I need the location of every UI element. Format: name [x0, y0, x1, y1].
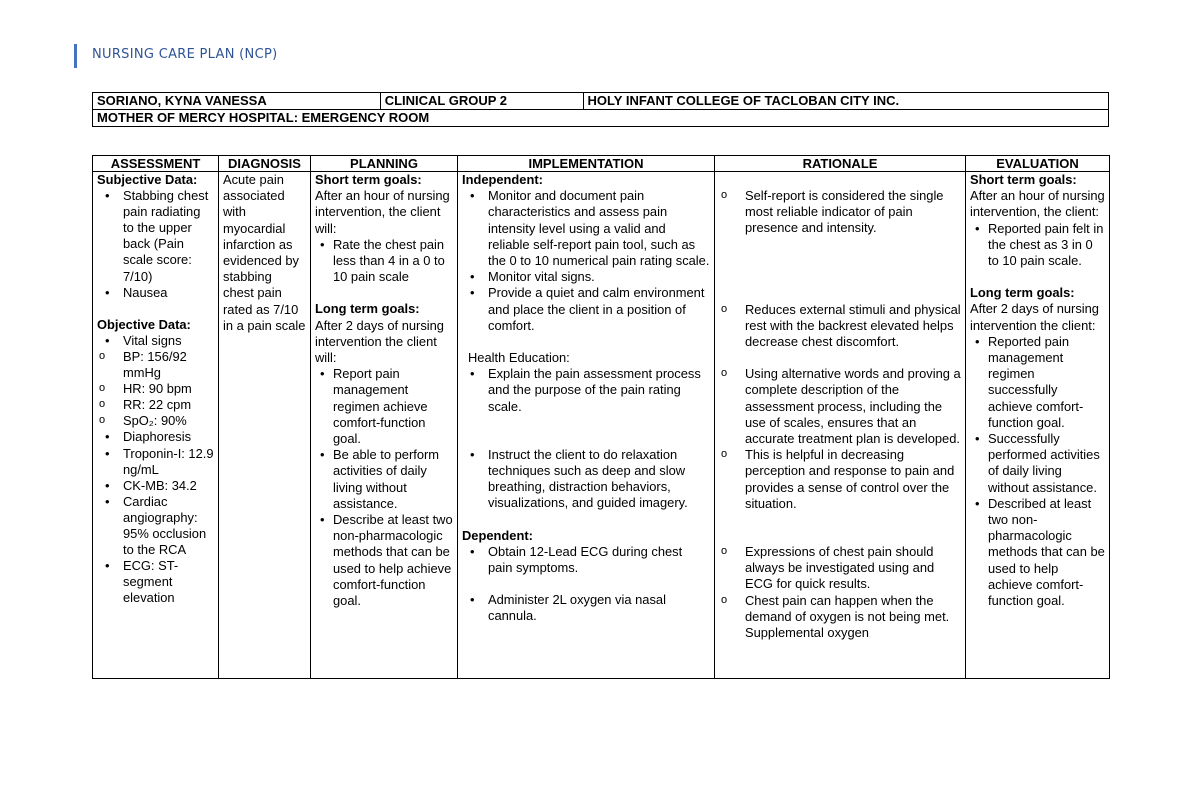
vital-signs-label: • Vital signs — [97, 333, 214, 349]
planning-long-title: Long term goals: — [315, 301, 420, 317]
vital-item: o HR: 90 bpm — [97, 381, 214, 397]
evaluation-short-title: Short term goals: — [970, 172, 1077, 187]
dependent-item: • Administer 2L oxygen via nasal cannula. — [462, 592, 710, 624]
column-headers — [93, 156, 1110, 172]
independent-title: Independent: — [462, 172, 543, 187]
diagnosis-text: Acute pain associated with myocardial infarction as evidenced by stabbing chest pain rated as 7/10 in a pain scale — [223, 172, 306, 333]
subjective-item: • Stabbing chest pain radiating to the upper back (Pain scale score: 7/10) — [97, 188, 214, 285]
clinical-group: CLINICAL GROUP 2 — [380, 93, 583, 110]
planning-short-goal: • Rate the chest pain less than 4 in a 0 to 10 pain scale — [315, 237, 453, 286]
rationale-cell — [715, 172, 966, 679]
independent-item: • Provide a quiet and calm environment and place the client in a position of comfort. — [462, 285, 710, 334]
ncp-content-row — [93, 172, 1110, 679]
col-rationale: RATIONALE — [715, 156, 966, 172]
planning-long-goal: • Report pain management regimen achieve comfort-function goal. — [315, 366, 453, 447]
hospital-area: MOTHER OF MERCY HOSPITAL: EMERGENCY ROOM — [93, 110, 1109, 127]
evaluation-long-intro: After 2 days of nursing intervention the client: — [970, 301, 1099, 333]
independent-item: • Monitor vital signs. — [462, 269, 710, 285]
planning-short-title: Short term goals: — [315, 172, 422, 187]
col-evaluation: EVALUATION — [966, 156, 1110, 172]
rationale-item: o Self-report is considered the single most reliable indicator of pain presence and intensity. — [719, 188, 961, 237]
objective-item: • CK-MB: 34.2 — [97, 478, 214, 494]
evaluation-short-result: • Reported pain felt in the chest as 3 in 0 to 10 pain scale. — [970, 221, 1105, 270]
rationale-item: o Chest pain can happen when the demand of oxygen is not being met. Supplemental oxygen — [719, 593, 961, 642]
health-ed-title: Health Education: — [468, 350, 570, 366]
evaluation-long-result: • Reported pain management regimen successfully achieve comfort-function goal. — [970, 334, 1105, 431]
dependent-title: Dependent: — [462, 527, 533, 543]
school-name: HOLY INFANT COLLEGE OF TACLOBAN CITY INC. — [583, 93, 1108, 110]
evaluation-long-result: • Successfully performed activities of daily living without assistance. — [970, 431, 1105, 496]
planning-long-goal: • Describe at least two non-pharmacologic methods that can be used to help achieve comfort-function goal. — [315, 512, 453, 609]
col-assessment: ASSESSMENT — [93, 156, 219, 172]
subjective-title: Subjective Data: — [97, 172, 198, 187]
evaluation-cell — [966, 172, 1110, 679]
health-ed-item: • Explain the pain assessment process and the purpose of the pain rating scale. — [462, 366, 710, 415]
info-table — [92, 92, 1109, 127]
ncp-table — [92, 155, 1110, 679]
rationale-item: o This is helpful in decreasing perception and response to pain and provides a sense of control over the situation. — [719, 447, 961, 512]
assessment-cell — [93, 172, 219, 679]
diagnosis-cell — [219, 172, 311, 679]
col-diagnosis: DIAGNOSIS — [219, 156, 311, 172]
independent-item: • Monitor and document pain characteristics and assess pain intensity level using a valid and reliable self-report pain tool, such as the 0 to 10 numerical pain rating scale. — [462, 188, 710, 269]
page-header-title: NURSING CARE PLAN (NCP) — [92, 47, 278, 62]
vital-item: o SpO₂: 90% — [97, 413, 214, 429]
header-accent-bar — [74, 44, 77, 68]
student-name: SORIANO, KYNA VANESSA — [93, 93, 381, 110]
rationale-item: o Reduces external stimuli and physical rest with the backrest elevated helps decrease chest discomfort. — [719, 302, 961, 351]
objective-item: • Troponin-I: 12.9 ng/mL — [97, 446, 214, 478]
objective-item: • ECG: ST-segment elevation — [97, 558, 214, 606]
health-ed-item: • Instruct the client to do relaxation techniques such as deep and slow breathing, distraction behaviors, visualizations, and guided imagery. — [462, 447, 710, 512]
objective-title: Objective Data: — [97, 316, 191, 332]
evaluation-short-intro: After an hour of nursing intervention, the client: — [970, 188, 1105, 220]
objective-item: • Diaphoresis — [97, 429, 214, 445]
planning-cell — [311, 172, 458, 679]
implementation-cell — [458, 172, 715, 679]
vital-item: o BP: 156/92 mmHg — [97, 349, 214, 381]
planning-short-intro: After an hour of nursing intervention, the client will: — [315, 188, 450, 236]
rationale-item: o Expressions of chest pain should always be investigated using and ECG for quick results. — [719, 544, 961, 593]
subjective-item: • Nausea — [97, 285, 214, 301]
col-planning: PLANNING — [311, 156, 458, 172]
evaluation-long-result: • Described at least two non-pharmacologic methods that can be used to help achieve comfort-function goal. — [970, 496, 1105, 609]
dependent-item: • Obtain 12-Lead ECG during chest pain symptoms. — [462, 544, 710, 576]
vital-item: o RR: 22 cpm — [97, 397, 214, 413]
rationale-item: o Using alternative words and proving a complete description of the assessment process, including the use of scales, ensures that an accurate treatment plan is developed. — [719, 366, 961, 447]
planning-long-goal: • Be able to perform activities of daily living without assistance. — [315, 447, 453, 512]
col-implementation: IMPLEMENTATION — [458, 156, 715, 172]
evaluation-long-title: Long term goals: — [970, 285, 1075, 301]
objective-item: • Cardiac angiography: 95% occlusion to the RCA — [97, 494, 214, 558]
planning-long-intro: After 2 days of nursing intervention the client will: — [315, 317, 444, 366]
